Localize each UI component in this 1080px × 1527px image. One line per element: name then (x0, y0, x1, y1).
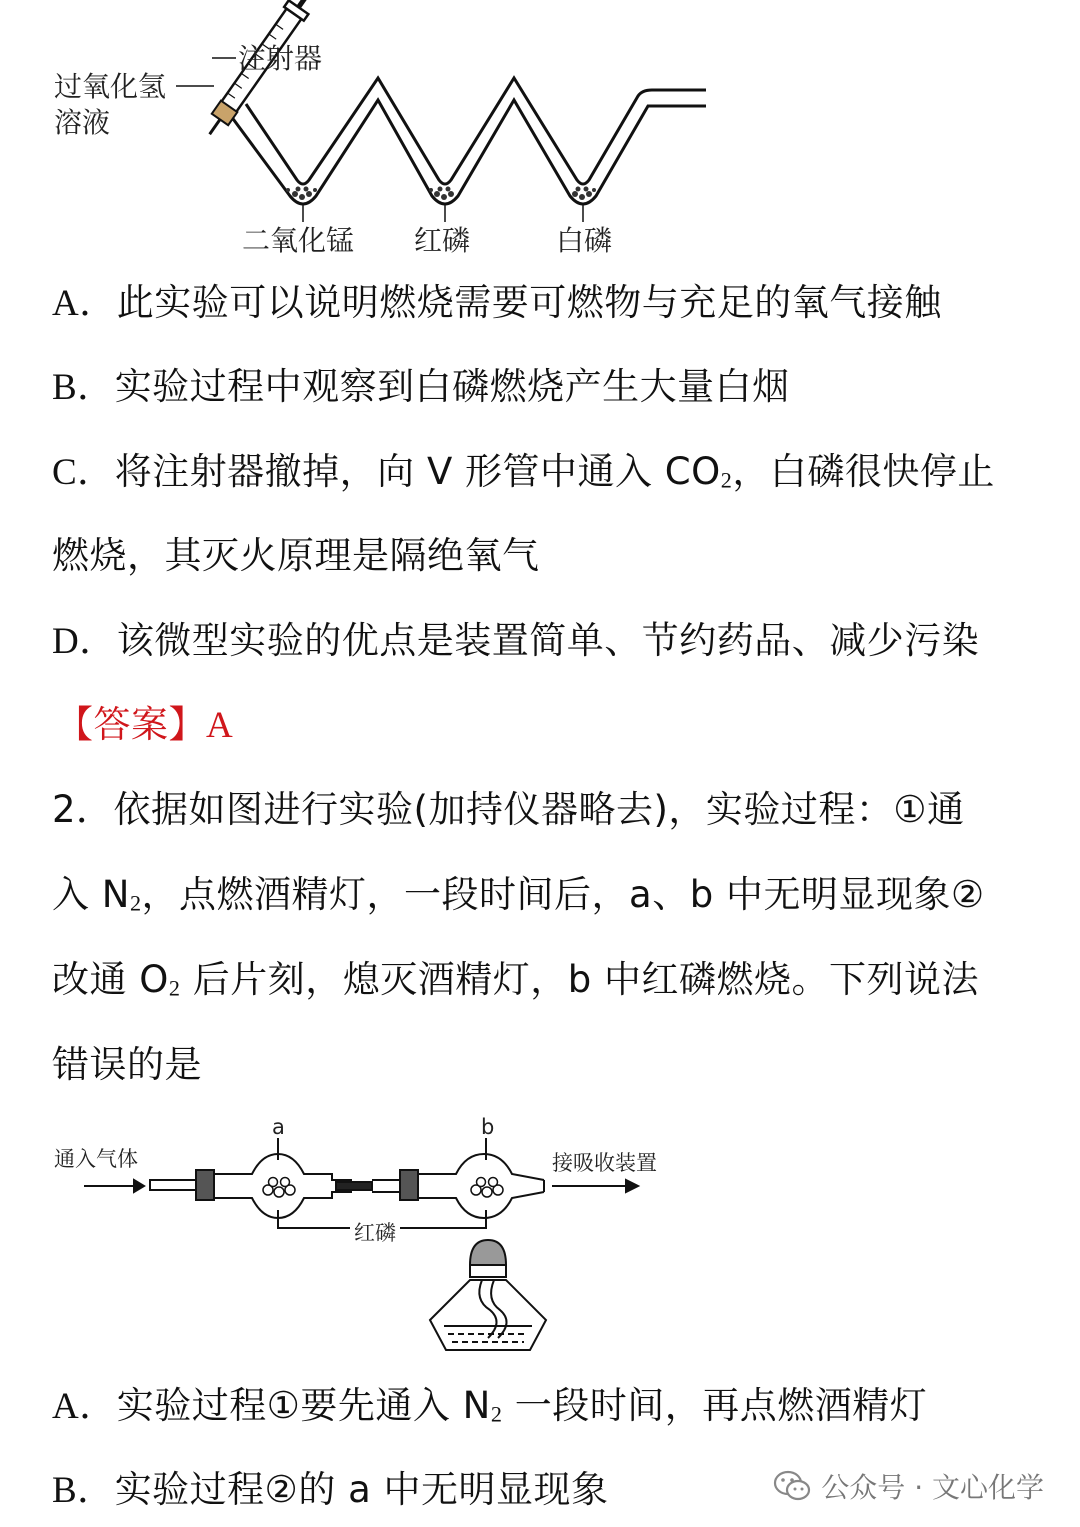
q2-text: 入 N (52, 873, 130, 916)
option-text: 燃烧，其灭火原理是隔绝氧气 (52, 534, 540, 577)
q1-answer (56, 702, 233, 749)
q1-option-a (52, 280, 942, 327)
answer-value: A (206, 705, 234, 746)
answer-label: 【答案】 (56, 703, 206, 746)
option-letter: D． (52, 621, 117, 662)
absorber-label: 接吸收装置 (552, 1151, 657, 1175)
q2-stem-line4 (52, 1042, 202, 1088)
tube-b-label: b (481, 1115, 495, 1139)
watermark (773, 1466, 1044, 1506)
h2o2-label-line1: 过氧化氢 (54, 70, 167, 103)
option-text: 该微型实验的优点是装置简单、节约药品、减少污染 (116, 619, 980, 662)
v-tube-drawing (0, 0, 1080, 262)
subscript: 2 (129, 890, 142, 916)
subscript: 2 (490, 1401, 503, 1427)
wechat-icon (773, 1470, 811, 1502)
q1-option-c-cont (52, 533, 540, 579)
option-text: 实验过程中观察到白磷燃烧产生大量白烟 (114, 365, 790, 408)
white-phosphorus-label: 白磷 (556, 224, 613, 257)
diagram-v-tube (0, 0, 1080, 262)
option-text: 将注射器撤掉，向 V 形管中通入 CO (114, 450, 721, 493)
h2o2-label-line2: 溶液 (54, 106, 111, 139)
q2-stem-line3 (52, 957, 979, 1011)
watermark-text: 公众号 · 文心化学 (821, 1471, 1044, 1504)
q2-text: 2．依据如图进行实验(加持仪器略去)，实验过程：①通 (52, 788, 965, 831)
option-letter: B． (52, 367, 115, 408)
q2-stem-line1 (52, 787, 965, 833)
syringe-label: 注射器 (238, 42, 323, 75)
gas-inlet-label: 通入气体 (54, 1147, 138, 1171)
q2-text: 错误的是 (52, 1043, 202, 1086)
option-letter: A． (52, 1386, 117, 1427)
q2-stem-line2 (52, 872, 985, 926)
subscript: 2 (168, 975, 181, 1001)
option-letter: B． (52, 1470, 115, 1511)
option-text-cont: 一段时间，再点燃酒精灯 (502, 1384, 928, 1427)
diagram-combustion-tubes (0, 1110, 1080, 1370)
red-phosphorus-label: 红磷 (414, 224, 471, 257)
option-text-cont: ，白磷很快停止 (732, 450, 995, 493)
q2-text-cont: 后片刻，熄灭酒精灯，b 中红磷燃烧。下列说法 (180, 958, 979, 1001)
option-text: 此实验可以说明燃烧需要可燃物与充足的氧气接触 (116, 281, 942, 324)
q2-text: 改通 O (52, 958, 169, 1001)
q2-option-b (52, 1467, 609, 1514)
q2-option-a (52, 1383, 927, 1437)
q1-option-d (52, 618, 979, 665)
tube-a-label: a (272, 1115, 285, 1139)
q1-option-b (52, 364, 790, 411)
option-letter: C． (52, 452, 115, 493)
option-letter: A． (52, 283, 117, 324)
q1-option-c (52, 449, 995, 503)
mno2-label: 二氧化锰 (242, 224, 355, 257)
q2-text-cont: ，点燃酒精灯，一段时间后，a、b 中无明显现象② (141, 873, 985, 916)
option-text: 实验过程①要先通入 N (116, 1384, 491, 1427)
combustion-tubes-drawing (0, 1110, 1080, 1370)
subscript: 2 (720, 467, 733, 493)
option-text: 实验过程②的 a 中无明显现象 (114, 1468, 609, 1511)
red-phosphorus-label: 红磷 (350, 1220, 400, 1246)
